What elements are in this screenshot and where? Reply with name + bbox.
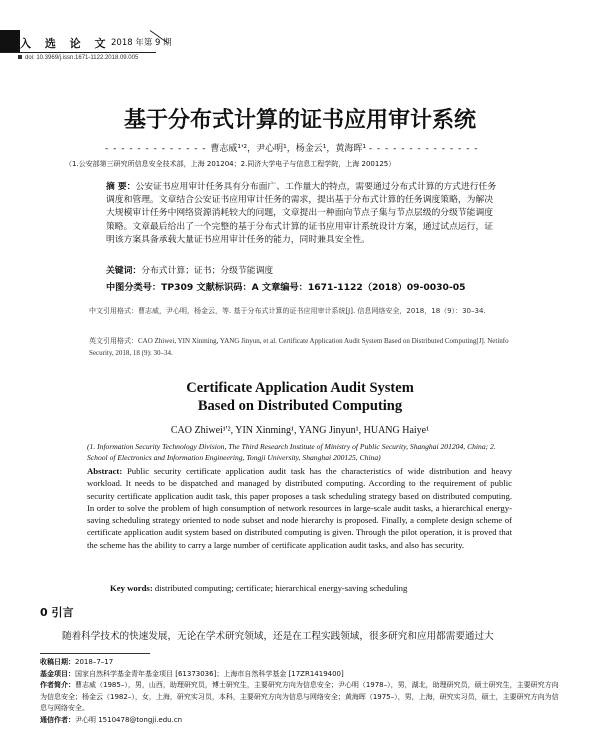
note-corresponding: 通信作者：尹心明 1510478@tongji.edu.cn [40, 715, 183, 724]
abstract-cn-label: 摘 要： [106, 182, 136, 192]
affiliation-cn: （1.公安部第三研究所信息安全技术部，上海 201204；2.同济大学电子与信息工程学院，上海 200125） [65, 160, 396, 168]
note-authors: 作者简介：曹志威（1985–），男，山西，助理研究员，博士研究生，主要研究方向为信息安全；尹心明（1978–），男，湖北，助理研究员，硕士研究生，主要研究方向为信息安全；杨金云（1982–），女，上海，研究实习员，本科，主要研究方向为信息与网络安全；黄海晖（1975–），男，上海，研究实习员，硕士，主要研究方向为信息与网络安全。 [40, 681, 559, 712]
paper-title-cn: 基于分布式计算的证书应用审计系统 [123, 108, 476, 133]
note-received: 收稿日期：2018–7–17 [40, 658, 114, 666]
abstract-cn-text: 公安证书应用审计任务具有分布面广、工作量大的特点，需要通过分布式计算的方式进行任务调度和管理。文章结合公安证书应用审计任务的需求，提出基于分布式计算的任务调度策略，为解决大规模审计任务中网络资源消耗较大的问题，文章提出一种面向节点子集与节点层级的分级节能调度策略。文章最后给出了一个完整的基于分布式计算的证书应用审计系统设计方案，通过试点运行，证明该方案具备承载大量证书应用审计任务的能力，同时兼具安全性。 [106, 182, 497, 245]
authors-cn: - - - - - - - - - - - - - 曹志威¹'²，尹心明¹，杨金云¹，黄海晖¹ - - - - - - - - - - - - - - [105, 144, 479, 154]
journal-issue: 2018 年第 9 期 [111, 38, 172, 48]
section-heading-intro: 0 引言 [40, 606, 74, 619]
keywords-cn-label: 关键词： [106, 266, 142, 276]
citation-cn-text: 曹志威，尹心明，杨金云，等. 基于分布式计算的证书应用审计系统[J]. 信息网络安全，2018，18（9）：30–34. [138, 307, 486, 315]
footnote-rule [40, 653, 150, 654]
keywords-cn [106, 263, 273, 276]
authors-en: CAO Zhiwei¹'², YIN Xinming¹, YANG Jinyun¹, HUANG Haiye¹ [170, 425, 430, 436]
keywords-en-label: Key words: [110, 583, 153, 593]
intro-paragraph: 随着科学技术的快速发展，无论在学术研究领域，还是在工程实践领域，很多研究和应用都需要通过大 [62, 631, 494, 642]
affiliation-en: (1. Information Security Technology Division, The Third Research Institute of Ministry of Public Security, Shanghai 201204, China; 2. School of Electronics and Information Engineering, Tongji University, Shanghai 200125, China) [87, 442, 496, 462]
citation-en-text: CAO Zhiwei, YIN Xinming, YANG Jinyun, et al. Certificate Application Audit System Based on Distributed Computing[J]. Netinfo Security, 2018, 18 (9): 30–34. [89, 337, 509, 357]
doi-bullet-icon [18, 55, 22, 59]
citation-cn [89, 305, 511, 317]
citation-cn-label: 中文引用格式： [89, 307, 138, 315]
abstract-en-text: Public security certificate application audit task has the characteristics of wide distribution and heavy workload. It needs to be dispatched and managed by distributed computing. According to the requirement of public security certificate application audit task, this paper proposes a task scheduling strategy based on distributed computing. In order to solve the problem of high consumption of network resources in large-scale audit tasks, a hierarchical energy-saving scheduling strategy oriented to node subset and node hierarchy is proposed. Finally, a complete design scheme of certificate application audit system based on distributed computing is given. Through the pilot operation, it is proved that the scheme has the ability to carry a large number of certificate application audit tasks, and also has security. [87, 466, 513, 550]
footnotes [40, 657, 560, 726]
note-funding: 基金项目：国家自然科学基金青年基金项目 [61373036]；上海市自然科学基金 [17ZR1419400] [40, 669, 344, 678]
abstract-en-label: Abstract: [87, 466, 123, 476]
keywords-en [110, 583, 530, 593]
keywords-en-text: distributed computing; certificate; hierarchical energy-saving scheduling [154, 583, 408, 593]
doi-text: doi: 10.3969/j.issn.1671-1122.2018.09.005 [25, 55, 139, 61]
authors-cn-text: 曹志威¹'²，尹心明¹，杨金云¹，黄海晖¹ [210, 144, 366, 154]
header-rule [0, 52, 156, 53]
abstract-cn [106, 181, 500, 247]
header-black-block [0, 30, 20, 52]
paper-title-en: Certificate Application Audit System Based on Distributed Computing [186, 380, 414, 414]
citation-en-label: 英文引用格式： [89, 337, 138, 345]
doi-line[interactable] [18, 55, 138, 61]
abstract-en [87, 465, 512, 551]
journal-section-label: 入 选 论 文 [20, 37, 111, 50]
keywords-cn-text: 分布式计算；证书；分级节能调度 [141, 266, 274, 276]
citation-en [89, 335, 511, 359]
classification-cn: 中图分类号：TP309 文献标识码：A 文章编号：1671-1122（2018）09-0030-05 [106, 282, 466, 293]
